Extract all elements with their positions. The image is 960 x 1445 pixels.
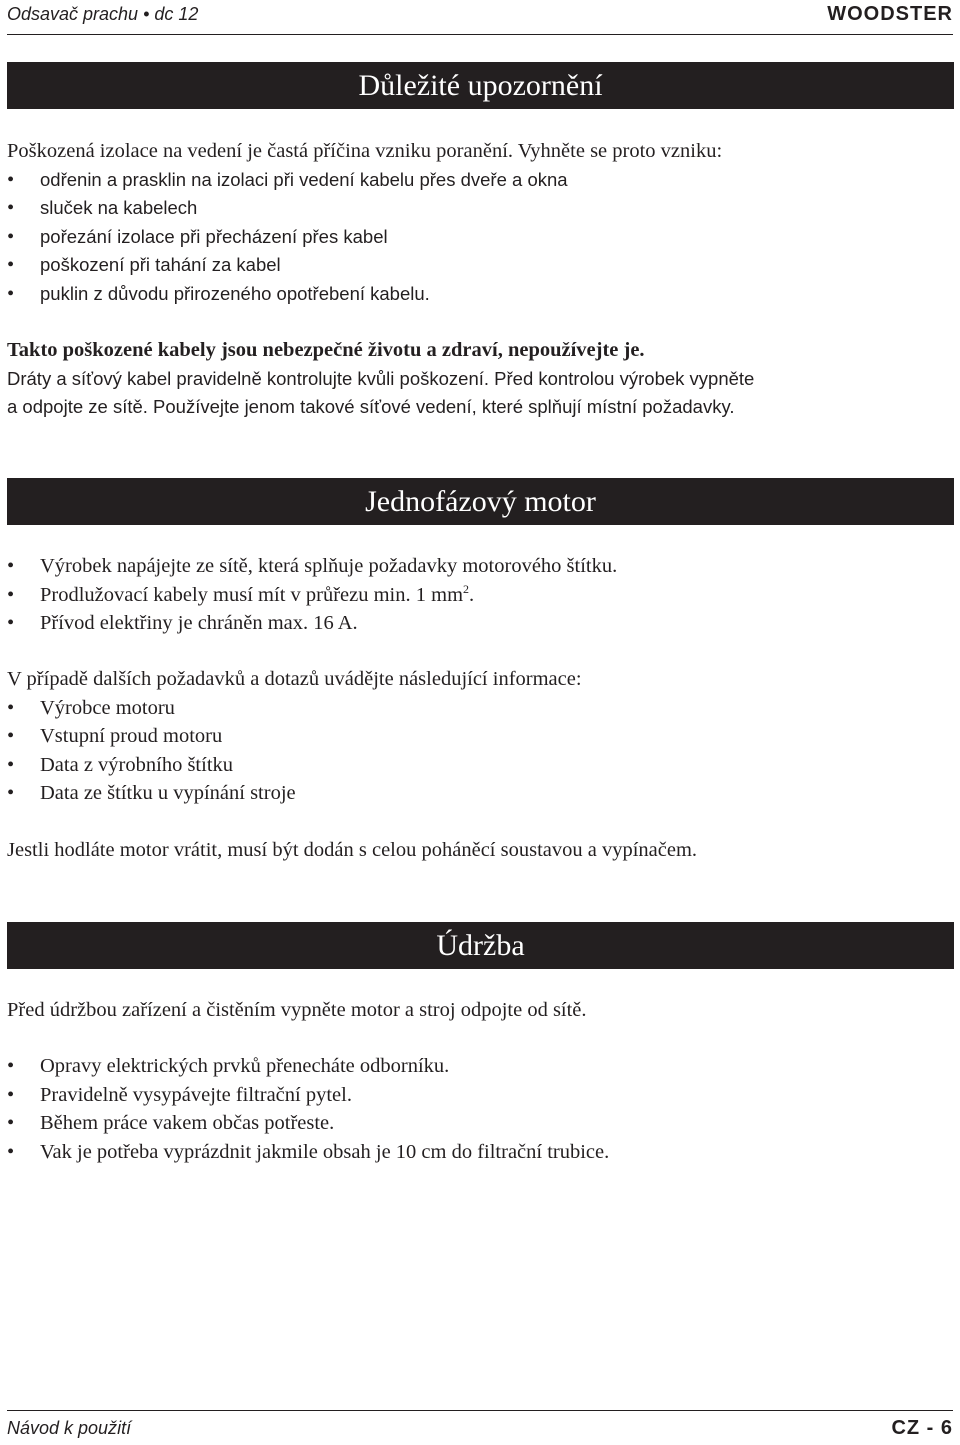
section-heading-important: Důležité upozornění (7, 62, 954, 109)
info-list (7, 694, 954, 808)
intro-paragraph: Poškozená izolace na vedení je častá příčina vzniku poranění. Vyhněte se proto vzniku: (7, 140, 723, 162)
bullet-icon: • (7, 168, 15, 191)
warning-statement: Takto poškozené kabely jsou nebezpečné životu a zdraví, nepoužívejte je. (7, 339, 645, 361)
maintenance-list (7, 1052, 954, 1166)
list-item: • Data z výrobního štítku (7, 751, 954, 780)
bullet-icon: • (7, 1112, 15, 1134)
check-text-line-2: a odpojte ze sítě. Používejte jenom takové síťové vedení, které splňují místní požadavky. (7, 396, 735, 417)
superscript-2: 2 (463, 581, 470, 596)
bullet-icon: • (7, 254, 15, 276)
page-number: CZ - 6 (891, 1417, 953, 1439)
info-intro: V případě dalších požadavků a dotazů uvádějte následující informace: (7, 668, 582, 690)
section-heading-single-phase-motor: Jednofázový motor (7, 478, 954, 525)
list-item: • Opravy elektrických prvků přenecháte odborníku. (7, 1052, 954, 1081)
bullet-icon: • (7, 197, 15, 219)
list-item: • Vstupní proud motoru (7, 722, 954, 751)
list-item: • Přívod elektřiny je chráněn max. 16 A. (7, 609, 954, 638)
maintenance-intro: Před údržbou zařízení a čistěním vypněte motor a stroj odpojte od sítě. (7, 999, 587, 1021)
list-item: • puklin z důvodu přirozeného opotřebení kabelu. (7, 280, 954, 309)
list-item: • Během práce vakem občas potřeste. (7, 1109, 954, 1138)
section-motor-return (7, 836, 954, 865)
list-item: • Data ze štítku u vypínání stroje (7, 779, 954, 808)
brand-logo: WOODSTER (827, 3, 953, 25)
list-item: • pořezání izolace při přecházení přes kabel (7, 223, 954, 252)
list-item: • poškození při tahání za kabel (7, 251, 954, 280)
list-item: • Výrobce motoru (7, 694, 954, 723)
list-item: • Vak je potřeba vyprázdnit jakmile obsah je 10 cm do filtrační trubice. (7, 1138, 954, 1167)
list-item: • Výrobek napájejte ze sítě, která splňuje požadavky motorového štítku. (7, 552, 954, 581)
document-subtitle: Odsavač prachu • dc 12 (7, 4, 199, 24)
bullet-icon: • (7, 282, 15, 305)
section-motor-requirements (7, 552, 954, 638)
section-important-body (7, 137, 954, 308)
bullet-icon: • (7, 555, 15, 577)
bullet-icon: • (7, 725, 15, 747)
bullet-icon: • (7, 225, 15, 248)
section-heading-maintenance: Údržba (7, 922, 954, 969)
bullet-icon: • (7, 782, 15, 804)
bullet-icon: • (7, 1083, 15, 1106)
list-item: • Pravidelně vysypávejte filtrační pytel. (7, 1081, 954, 1110)
check-text-line-1: Dráty a síťový kabel pravidelně kontrolujte kvůli poškození. Před kontrolou výrobek vypněte (7, 367, 755, 389)
bullet-icon: • (7, 1140, 15, 1163)
page-footer (7, 1410, 953, 1445)
footer-manual-label: Návod k použití (7, 1418, 132, 1438)
bullet-icon: • (7, 612, 15, 634)
section-maintenance-intro (7, 996, 954, 1025)
bullet-icon: • (7, 583, 15, 606)
hazard-list (7, 166, 954, 309)
section-motor-info (7, 665, 954, 808)
bullet-icon: • (7, 753, 15, 776)
section-maintenance-list (7, 1052, 954, 1166)
page-header (7, 0, 953, 35)
bullet-icon: • (7, 1055, 15, 1077)
section-important-warning (7, 336, 954, 422)
list-item: • Prodlužovací kabely musí mít v průřezu min. 1 $mm^2$. (7, 581, 954, 610)
motor-requirements-list (7, 552, 954, 638)
list-item: • sluček na kabelech (7, 194, 954, 223)
list-item: • odřenin a prasklin na izolaci při vedení kabelu přes dveře a okna (7, 166, 954, 195)
bullet-icon: • (7, 696, 15, 719)
return-note: Jestli hodláte motor vrátit, musí být dodán s celou poháněcí soustavou a vypínačem. (7, 839, 698, 861)
